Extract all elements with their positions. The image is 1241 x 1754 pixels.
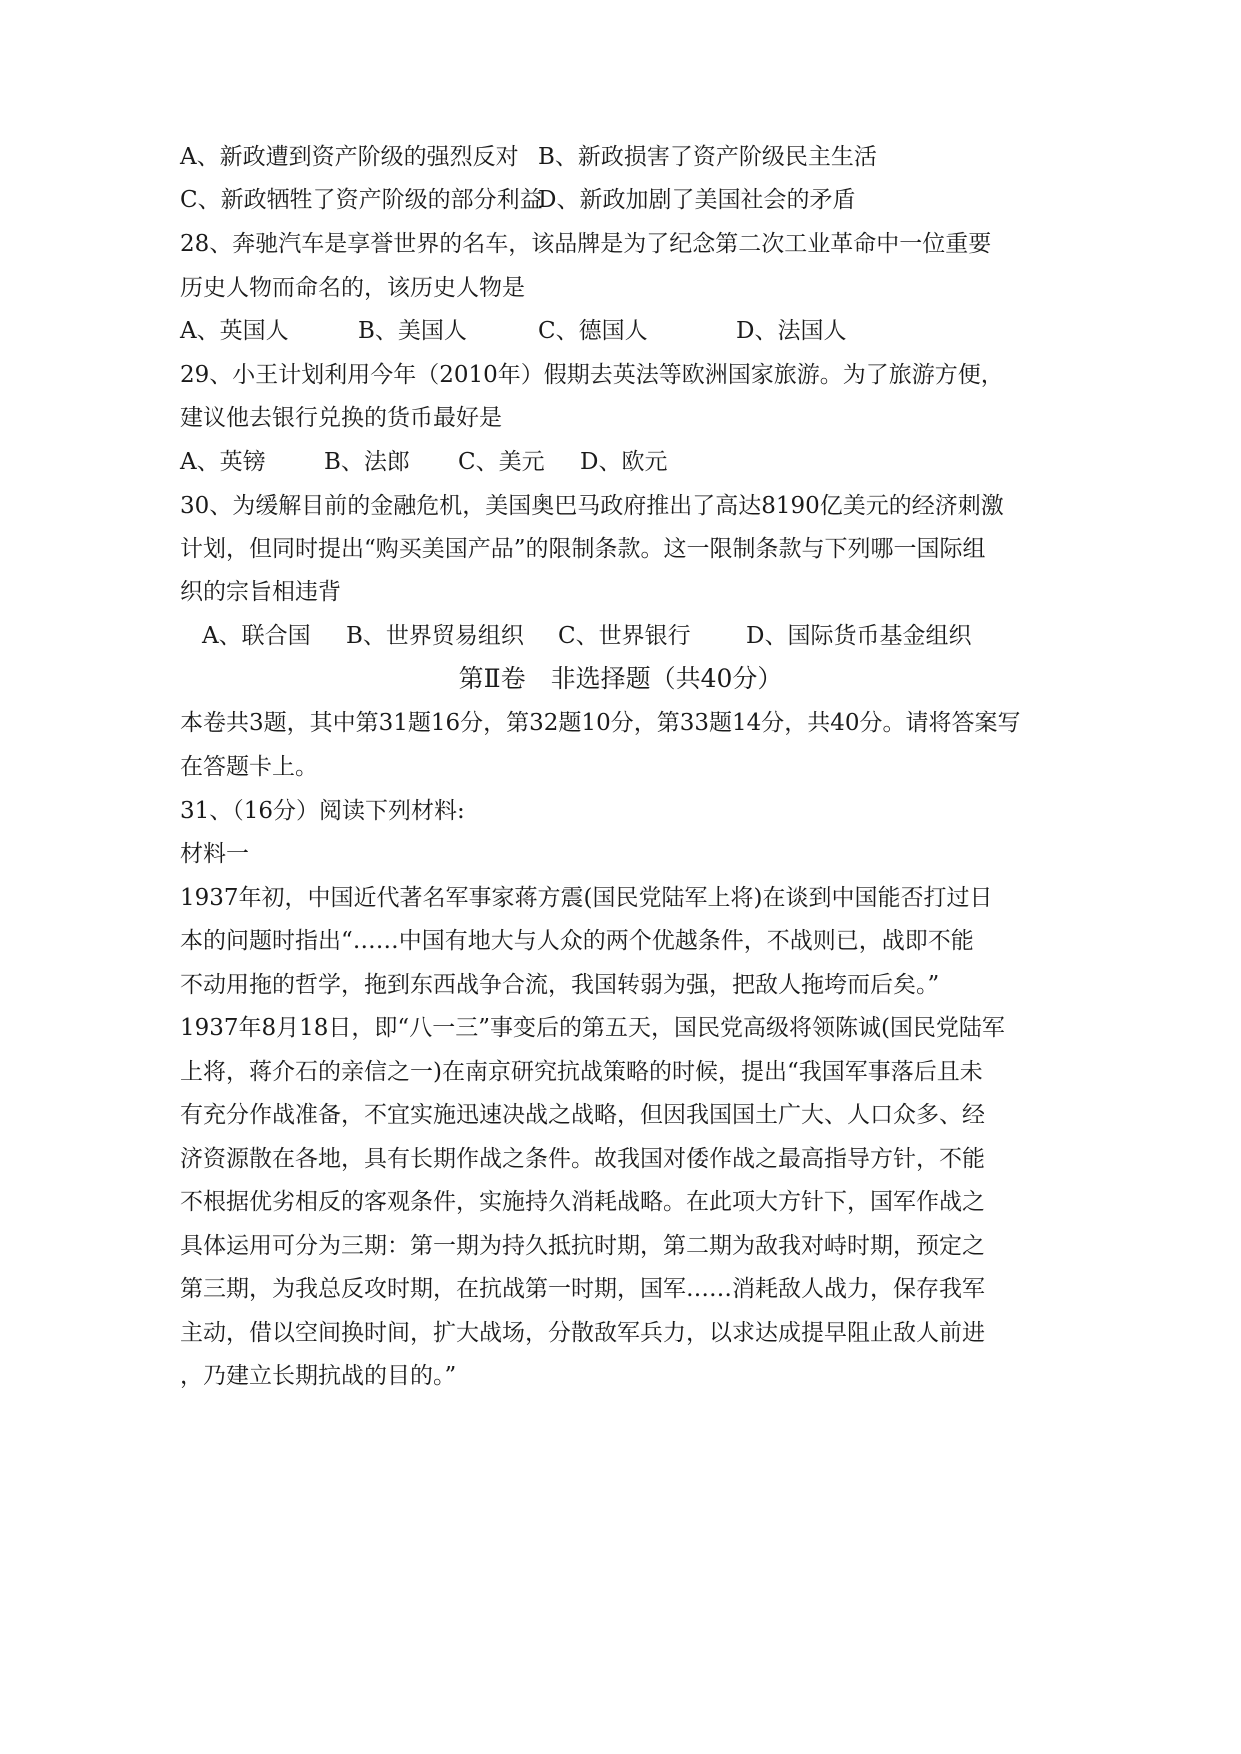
q29-stem-line-2: 建议他去银行兑换的货币最好是 [180,405,502,431]
option-c: C、美元 [458,449,545,475]
option-b: B、世界贸易组织 [346,623,524,649]
option-a: A、英镑 [180,449,266,475]
option-a: A、联合国 [202,623,311,649]
material-para1-line-3: 不动用拖的哲学，拖到东西战争合流，我国转弱为强，把敌人拖垮而后矣。” [180,972,940,998]
option-a: A、英国人 [180,318,289,344]
material-para2-line-6: 具体运用可分为三期：第一期为持久抵抗时期，第二期为敌我对峙时期，预定之 [180,1233,985,1259]
q27-options-row-2 [180,185,1060,215]
option-b: B、法郎 [324,449,410,475]
material-para2-line-3: 有充分作战准备，不宜实施迅速决战之战略，但因我国国土广大、人口众多、经 [180,1102,985,1128]
q29-options [180,447,1060,477]
option-d: D、新政加剧了美国社会的矛盾 [538,187,856,213]
option-c: C、德国人 [538,318,648,344]
section-intro-line-1: 本卷共3题，其中第31题16分，第32题10分，第33题14分，共40分。请将答案写 [180,710,1021,736]
material-para2-line-9: ，乃建立长期抗战的目的。” [180,1363,457,1389]
option-b: B、美国人 [358,318,467,344]
option-d: D、国际货币基金组织 [746,623,972,649]
q27-options-row-1 [180,142,1060,172]
option-b: B、新政损害了资产阶级民主生活 [538,144,877,170]
q28-stem-line-2: 历史人物而命名的，该历史人物是 [180,275,525,301]
material-para1-line-1: 1937年初，中国近代著名军事家蒋方震(国民党陆军上将)在谈到中国能否打过日 [180,885,993,911]
q31-stem: 31、（16分）阅读下列材料: [180,798,465,824]
q30-options [180,621,1060,651]
option-d: D、欧元 [580,449,668,475]
material-label: 材料一 [180,841,249,867]
material-para2-line-8: 主动，借以空间换时间，扩大战场，分散敌军兵力，以求达成提早阻止敌人前进 [180,1320,985,1346]
q30-stem-line-3: 织的宗旨相违背 [180,579,341,605]
q30-stem-line-1: 30、为缓解目前的金融危机，美国奥巴马政府推出了高达8190亿美元的经济刺激 [180,493,1004,519]
material-para2-line-2: 上将，蒋介石的亲信之一)在南京研究抗战策略的时候，提出“我国军事落后且未 [180,1059,983,1085]
q28-stem-line-1: 28、奔驰汽车是享誉世界的名车，该品牌是为了纪念第二次工业革命中一位重要 [180,231,992,257]
material-para2-line-7: 第三期，为我总反攻时期，在抗战第一时期，国军……消耗敌人战力，保存我军 [180,1276,985,1302]
option-a: A、新政遭到资产阶级的强烈反对 [180,144,519,170]
material-para2-line-4: 济资源散在各地，具有长期作战之条件。故我国对倭作战之最高指导方针，不能 [180,1146,985,1172]
section-title: 第Ⅱ卷 非选择题（共40分） [458,664,783,693]
material-para2-line-1: 1937年8月18日，即“八一三”事变后的第五天，国民党高级将领陈诚(国民党陆军 [180,1015,1005,1041]
q28-options [180,316,1060,346]
q30-stem-line-2: 计划，但同时提出“购买美国产品”的限制条款。这一限制条款与下列哪一国际组 [180,536,986,562]
option-c: C、世界银行 [558,623,691,649]
option-d: D、法国人 [736,318,847,344]
q29-stem-line-1: 29、小王计划利用今年（2010年）假期去英法等欧洲国家旅游。为了旅游方便， [180,362,1004,388]
option-c: C、新政牺牲了资产阶级的部分利益 [180,187,543,213]
material-para2-line-5: 不根据优劣相反的客观条件，实施持久消耗战略。在此项大方针下，国军作战之 [180,1189,985,1215]
material-para1-line-2: 本的问题时指出“……中国有地大与人众的两个优越条件，不战则已，战即不能 [180,928,974,954]
section-intro-line-2: 在答题卡上。 [180,754,318,780]
